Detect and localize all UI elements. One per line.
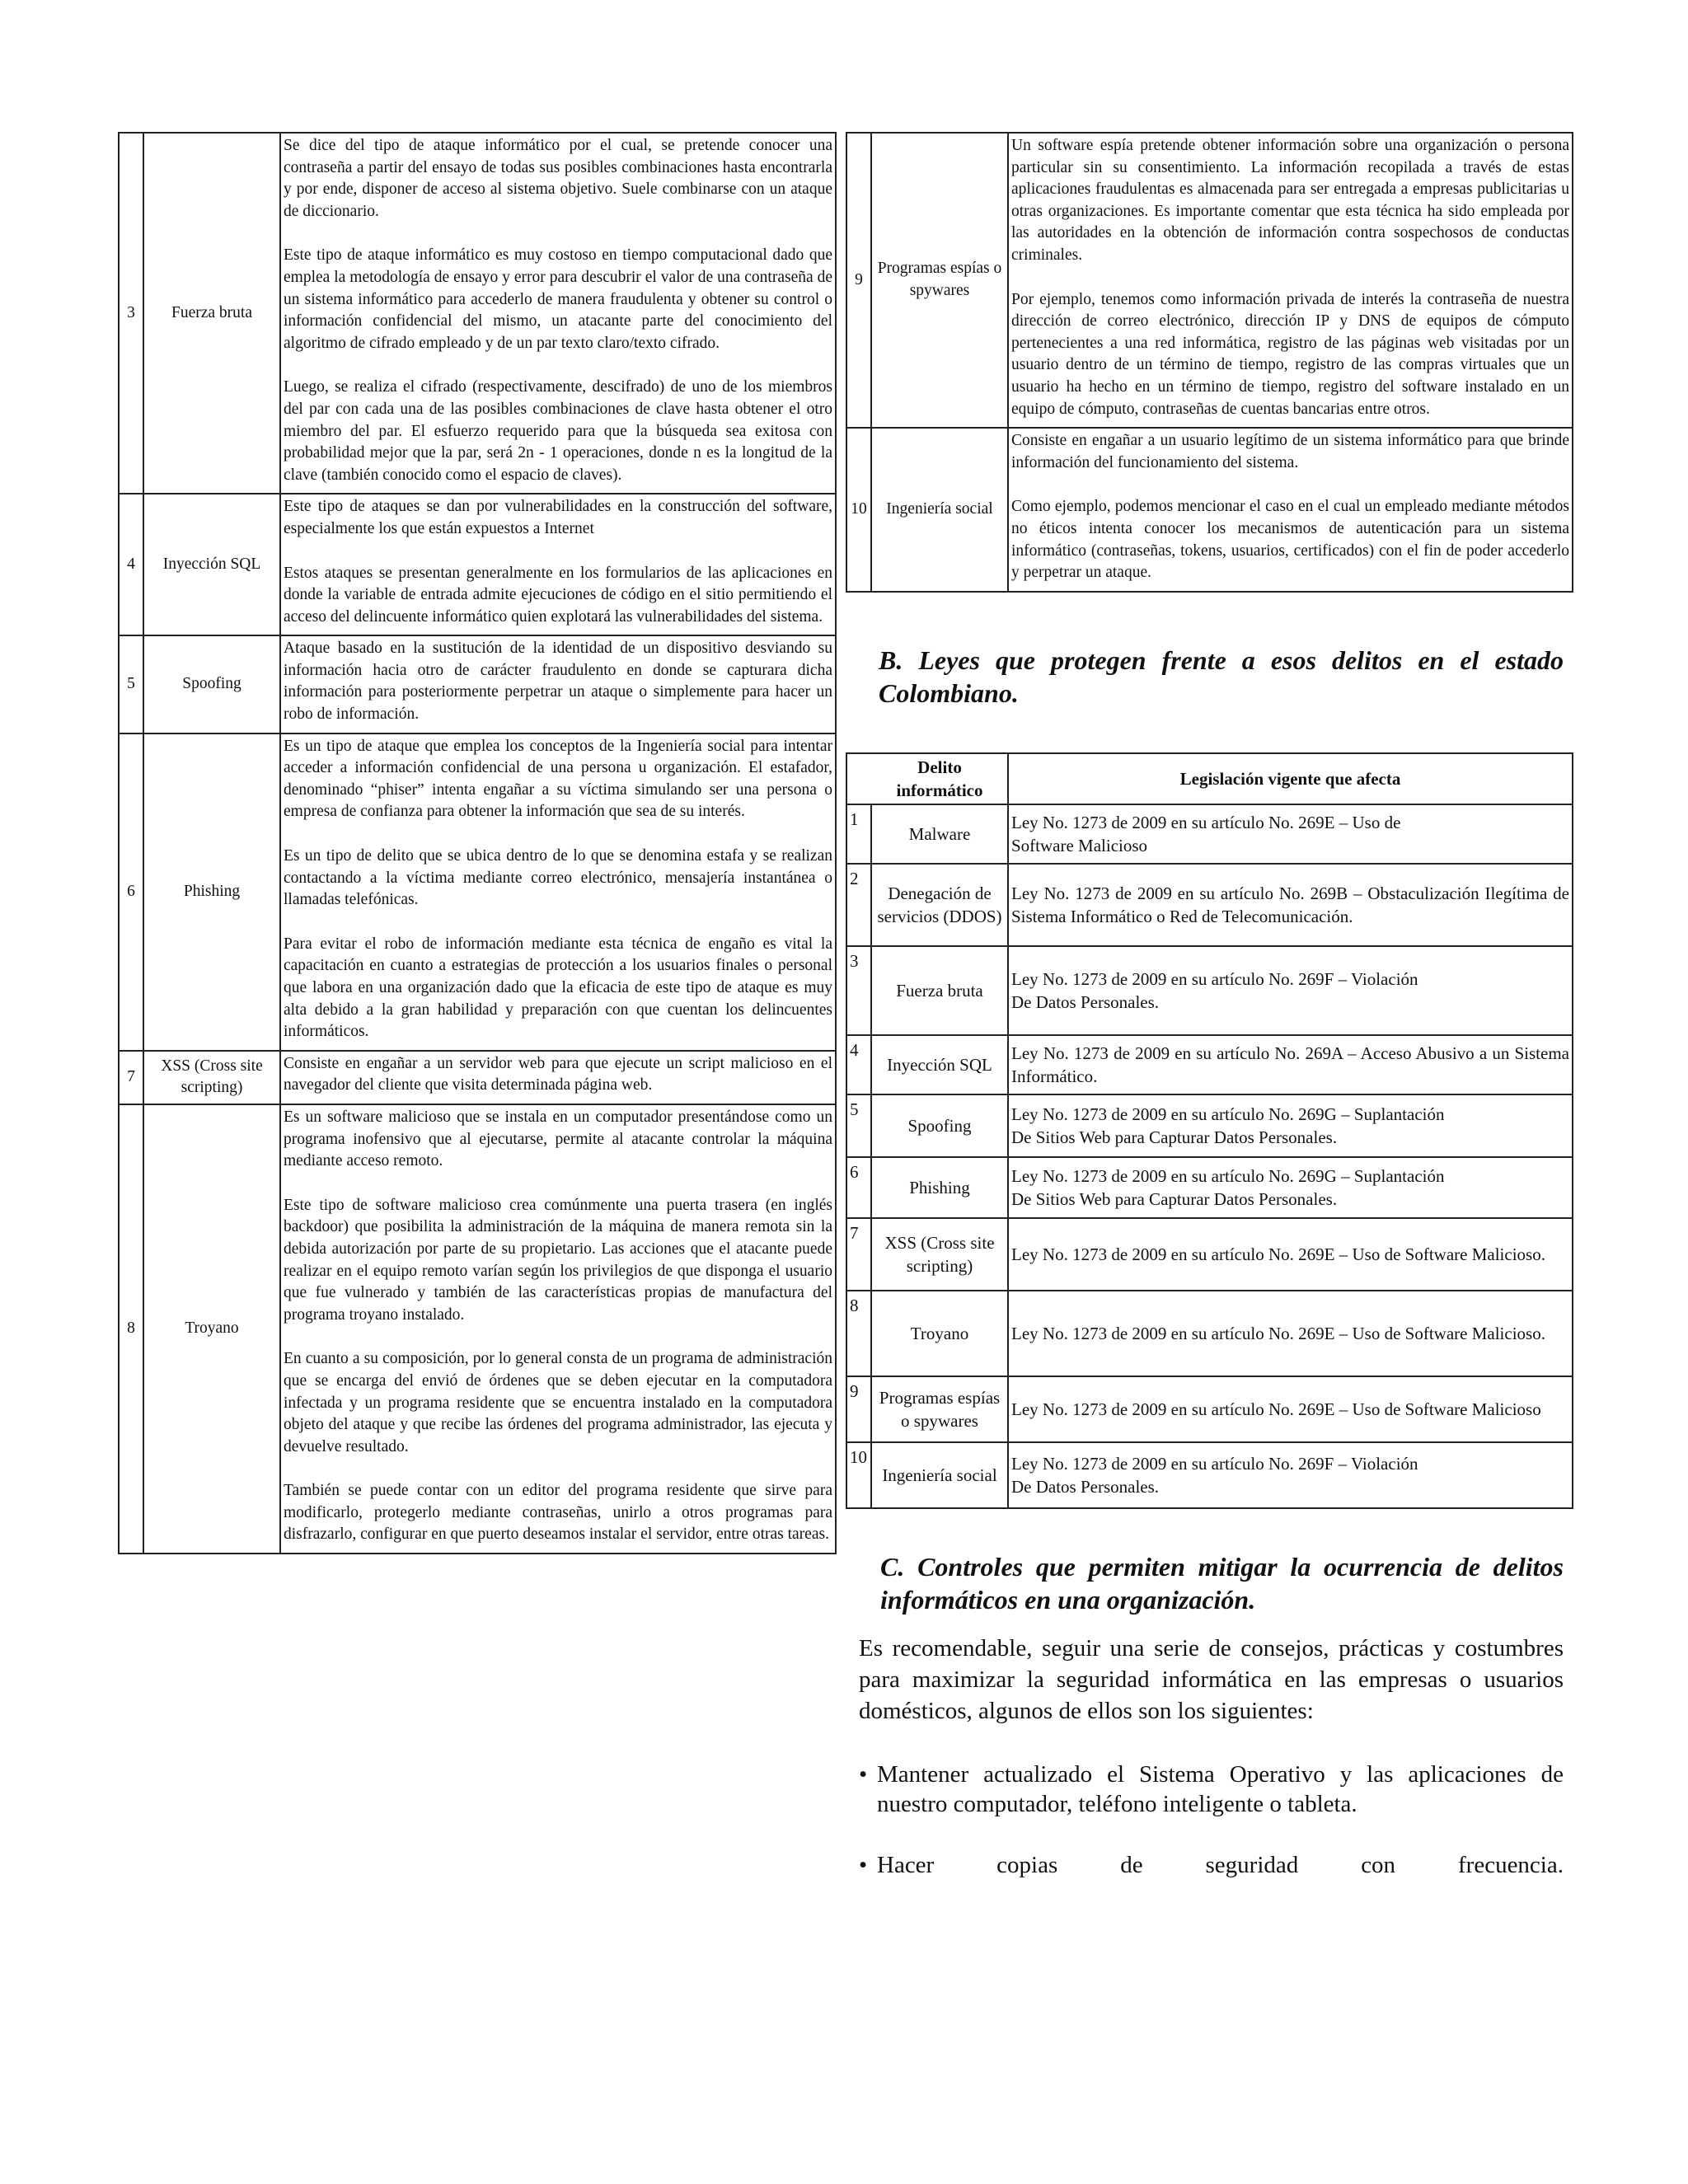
table-row bbox=[846, 804, 1573, 864]
list-item-text: Mantener actualizado el Sistema Operativo y las aplicaciones de nuestro computador, teléfono inteligente o tableta. bbox=[877, 1760, 1564, 1817]
attack-name: Spoofing bbox=[143, 635, 280, 733]
section-c-heading: C. Controles que permiten mitigar la ocurrencia de delitos informáticos en una organización. bbox=[880, 1551, 1564, 1615]
attack-description bbox=[1008, 133, 1573, 428]
law-reference: Ley No. 1273 de 2009 en su artículo No. 269F – Violación De Datos Personales. bbox=[1008, 946, 1573, 1035]
description-paragraph: También se puede contar con un editor del programa residente que sirve para modificarlo, protegerlo mediante contraseñas, unirlo a otros programas para disfrazarlo, configurar en que puerto deseamos instalar el servidor, entre otras tareas. bbox=[284, 1482, 832, 1544]
row-number: 4 bbox=[846, 1035, 871, 1094]
crime-name: XSS (Cross site scripting) bbox=[871, 1218, 1008, 1291]
description-paragraph: Para evitar el robo de información mediante esta técnica de engaño es vital la capacitación en cuanto a estrategias de protección a los usuarios finales o personal que labora en una organización dado que la eficacia de este tipo de ataque es muy alta debido a la gran habilidad y preparación con que cuentan los delincuentes informáticos. bbox=[284, 935, 832, 1041]
attack-description bbox=[280, 494, 836, 635]
attack-name: Inyección SQL bbox=[143, 494, 280, 635]
section-b-heading: B. Leyes que protegen frente a esos delitos en el estado Colombiano. bbox=[879, 644, 1564, 708]
row-number: 1 bbox=[846, 804, 871, 864]
row-number: 7 bbox=[119, 1051, 143, 1104]
description-paragraph: Por ejemplo, tenemos como información privada de interés la contraseña de nuestra dirección de correo electrónico, dirección IP y DNS de equipos de cómputo pertenecientes a una red informática, registro de las páginas web visitadas por un usuario dentro de un término de tiempo, registro de las compras virtuales que un usuario ha hecho en un término de tiempo, registro del software instalado en un equipo de cómputo, contraseñas de cuentas bancarias entre otros. bbox=[1011, 290, 1569, 418]
crime-name: Inyección SQL bbox=[871, 1035, 1008, 1094]
list-item-text: Hacer copias de seguridad con frecuencia. bbox=[877, 1851, 1564, 1878]
law-reference: Ley No. 1273 de 2009 en su artículo No. 269E – Uso de Software Malicioso bbox=[1008, 1376, 1573, 1442]
table-row bbox=[846, 1035, 1573, 1094]
description-paragraph: Consiste en engañar a un usuario legítimo de un sistema informático para que brinde información del funcionamiento del sistema. bbox=[1011, 432, 1569, 471]
description-paragraph: Este tipo de ataque informático es muy costoso en tiempo computacional dado que emplea la metodología de ensayo y error para descubrir el valor de una contraseña de un sistema informático para accederlo de manera fraudulenta y obtener su control o información confidencial del mismo, un atacante parte del conocimiento del algoritmo de cifrado empleado y de un par texto claro/texto cifrado. bbox=[284, 246, 832, 352]
description-paragraph: Se dice del tipo de ataque informático por el cual, se pretende conocer una contraseña a partir del ensayo de todas sus posibles combinaciones hasta encontrarla y por ende, disponer de acceso al sistema objetivo. Suele combinarse con un ataque de diccionario. bbox=[284, 137, 832, 220]
row-number: 5 bbox=[846, 1094, 871, 1157]
description-paragraph: Como ejemplo, podemos mencionar el caso en el cual un empleado mediante métodos no éticos intenta conocer los mecanismos de autenticación para un sistema informático (contraseñas, tokens, usuarios, certificados) con el fin de poder accederlo y perpetrar un ataque. bbox=[1011, 498, 1569, 582]
table-row bbox=[846, 133, 1573, 428]
table-row bbox=[846, 864, 1573, 946]
bullet-icon: • bbox=[859, 1851, 868, 1878]
law-reference: Ley No. 1273 de 2009 en su artículo No. 269F – Violación De Datos Personales. bbox=[1008, 1442, 1573, 1508]
law-reference: Ley No. 1273 de 2009 en su artículo No. 269E – Uso de Software Malicioso. bbox=[1008, 1218, 1573, 1291]
attack-description bbox=[280, 1104, 836, 1554]
attack-description bbox=[280, 1051, 836, 1104]
row-number: 4 bbox=[119, 494, 143, 635]
attack-types-table bbox=[118, 132, 837, 1554]
description-paragraph: Ataque basado en la sustitución de la identidad de un dispositivo desviando su información hacia otro de carácter fraudulento en donde se capturara dicha información para posteriormente perpetrar un ataque o simplemente para hacer un robo de información. bbox=[284, 640, 832, 724]
description-paragraph: Es un software malicioso que se instala en un computador presentándose como un programa inofensivo que al ejecutarse, permite al atacante controlar la máquina mediante acceso remoto. bbox=[284, 1108, 832, 1170]
crime-name: Denegación de servicios (DDOS) bbox=[871, 864, 1008, 946]
table-row bbox=[119, 1104, 836, 1554]
law-reference: Ley No. 1273 de 2009 en su artículo No. 269B – Obstaculización Ilegítima de Sistema Informático o Red de Telecomunicación. bbox=[1008, 864, 1573, 946]
right-column bbox=[846, 132, 1573, 1880]
table-row bbox=[846, 1218, 1573, 1291]
crime-name: Malware bbox=[871, 804, 1008, 864]
row-number: 9 bbox=[846, 133, 871, 428]
legislation-table bbox=[846, 752, 1573, 1509]
left-column bbox=[118, 132, 837, 1554]
attack-description bbox=[1008, 428, 1573, 592]
description-paragraph: Es un tipo de ataque que emplea los conceptos de la Ingeniería social para intentar acceder a información confidencial de una persona u organización. El estafador, denominado “phiser” intenta engañar a su víctima simulando ser una persona o empresa de confianza para obtener la información que sea de su interés. bbox=[284, 737, 832, 821]
attack-name: Ingeniería social bbox=[871, 428, 1008, 592]
row-number: 2 bbox=[846, 864, 871, 946]
row-number: 9 bbox=[846, 1376, 871, 1442]
crime-name: Spoofing bbox=[871, 1094, 1008, 1157]
row-number: 7 bbox=[846, 1218, 871, 1291]
table-row bbox=[119, 635, 836, 733]
attack-types-table-continued bbox=[846, 132, 1573, 593]
attack-description bbox=[280, 133, 836, 494]
crime-name: Ingeniería social bbox=[871, 1442, 1008, 1508]
list-item bbox=[859, 1850, 1564, 1880]
attack-description bbox=[280, 733, 836, 1051]
attack-name: Fuerza bruta bbox=[143, 133, 280, 494]
table-row bbox=[119, 133, 836, 494]
list-item bbox=[859, 1760, 1564, 1819]
section-b bbox=[879, 644, 1564, 710]
description-paragraph: Este tipo de software malicioso crea comúnmente una puerta trasera (en inglés backdoor) que posibilita la administración de la máquina de manera remota sin la debida autorización por parte de su propietario. Las acciones que el atacante puede realizar en el equipo remoto varían según los privilegios de que disponga el usuario que fue vulnerado y también de las características propias de manufactura del programa troyano instalado. bbox=[284, 1196, 832, 1324]
description-paragraph: Luego, se realiza el cifrado (respectivamente, descifrado) de uno de los miembros del par con cada una de las posibles combinaciones de clave hasta obtener el otro miembro del par. El esfuerzo requerido para que la búsqueda sea exitosa con probabilidad mejor que la par, será 2n - 1 operaciones, donde n es la longitud de la clave (también conocido como el espacio de claves). bbox=[284, 378, 832, 484]
bullet-icon: • bbox=[859, 1760, 868, 1788]
description-paragraph: Este tipo de ataques se dan por vulnerabilidades en la construcción del software, especialmente los que están expuestos a Internet bbox=[284, 498, 832, 537]
row-number: 5 bbox=[119, 635, 143, 733]
row-number: 6 bbox=[846, 1157, 871, 1218]
attack-name: Troyano bbox=[143, 1104, 280, 1554]
row-number: 10 bbox=[846, 1442, 871, 1508]
attack-description bbox=[280, 635, 836, 733]
attack-name: Phishing bbox=[143, 733, 280, 1051]
section-c-body bbox=[859, 1633, 1564, 1880]
table-row bbox=[846, 1442, 1573, 1508]
law-reference: Ley No. 1273 de 2009 en su artículo No. 269A – Acceso Abusivo a un Sistema Informático. bbox=[1008, 1035, 1573, 1094]
table-row bbox=[846, 1094, 1573, 1157]
attack-name: Programas espías o spywares bbox=[871, 133, 1008, 428]
row-number: 6 bbox=[119, 733, 143, 1051]
law-reference: Ley No. 1273 de 2009 en su artículo No. 269G – Suplantación De Sitios Web para Capturar Datos Personales. bbox=[1008, 1094, 1573, 1157]
legislation-header-law: Legislación vigente que afecta bbox=[1008, 753, 1573, 804]
description-paragraph: Estos ataques se presentan generalmente en los formularios de las aplicaciones en donde la variable de entrada admite ejecuciones de código en el sitio permitiendo el acceso del delincuente informático quien explotará las vulnerabilidades del sistema. bbox=[284, 564, 832, 626]
description-paragraph: Un software espía pretende obtener información sobre una organización o persona particular sin su consentimiento. La información recopilada a través de estas aplicaciones fraudulentas es almacenada para ser entregada a empresas publicitarias u otras organizaciones. Es importante comentar que esta técnica ha sido empleada por las autoridades en la obtención de información contra sospechosos de conductas criminales. bbox=[1011, 137, 1569, 264]
description-paragraph: Consiste en engañar a un servidor web para que ejecute un script malicioso en el navegador del cliente que visita determinada página web. bbox=[284, 1054, 832, 1094]
crime-name: Phishing bbox=[871, 1157, 1008, 1218]
section-c-intro: Es recomendable, seguir una serie de consejos, prácticas y costumbres para maximizar la seguridad informática en las empresas o usuarios domésticos, algunos de ellos son los siguientes: bbox=[859, 1634, 1564, 1724]
table-row bbox=[119, 494, 836, 635]
legislation-header-crime: Delito informático bbox=[846, 753, 1008, 804]
law-reference: Ley No. 1273 de 2009 en su artículo No. 269G – Suplantación De Sitios Web para Capturar Datos Personales. bbox=[1008, 1157, 1573, 1218]
table-row bbox=[846, 1376, 1573, 1442]
law-reference: Ley No. 1273 de 2009 en su artículo No. 269E – Uso de Software Malicioso bbox=[1008, 804, 1573, 864]
table-row bbox=[119, 733, 836, 1051]
table-row bbox=[119, 1051, 836, 1104]
row-number: 8 bbox=[119, 1104, 143, 1554]
table-row bbox=[846, 1291, 1573, 1376]
table-row bbox=[846, 1157, 1573, 1218]
table-row bbox=[846, 946, 1573, 1035]
crime-name: Troyano bbox=[871, 1291, 1008, 1376]
description-paragraph: Es un tipo de delito que se ubica dentro de lo que se denomina estafa y se realizan contactando a la víctima mediante correo electrónico, mensajería instantánea o llamadas telefónicas. bbox=[284, 847, 832, 909]
description-paragraph: En cuanto a su composición, por lo general consta de un programa de administración que se encarga del envió de órdenes que se deben ejecutar en la computadora infectada y un programa residente que se encuentra instalado en la computadora objeto del ataque y que recibe las órdenes del programa administrador, las ejecuta y devuelve resultado. bbox=[284, 1350, 832, 1455]
row-number: 10 bbox=[846, 428, 871, 592]
control-list bbox=[859, 1760, 1564, 1880]
row-number: 8 bbox=[846, 1291, 871, 1376]
row-number: 3 bbox=[119, 133, 143, 494]
crime-name: Fuerza bruta bbox=[871, 946, 1008, 1035]
attack-name: XSS (Cross site scripting) bbox=[143, 1051, 280, 1104]
law-reference: Ley No. 1273 de 2009 en su artículo No. 269E – Uso de Software Malicioso. bbox=[1008, 1291, 1573, 1376]
section-c bbox=[880, 1550, 1564, 1616]
crime-name: Programas espías o spywares bbox=[871, 1376, 1008, 1442]
row-number: 3 bbox=[846, 946, 871, 1035]
table-row bbox=[846, 428, 1573, 592]
